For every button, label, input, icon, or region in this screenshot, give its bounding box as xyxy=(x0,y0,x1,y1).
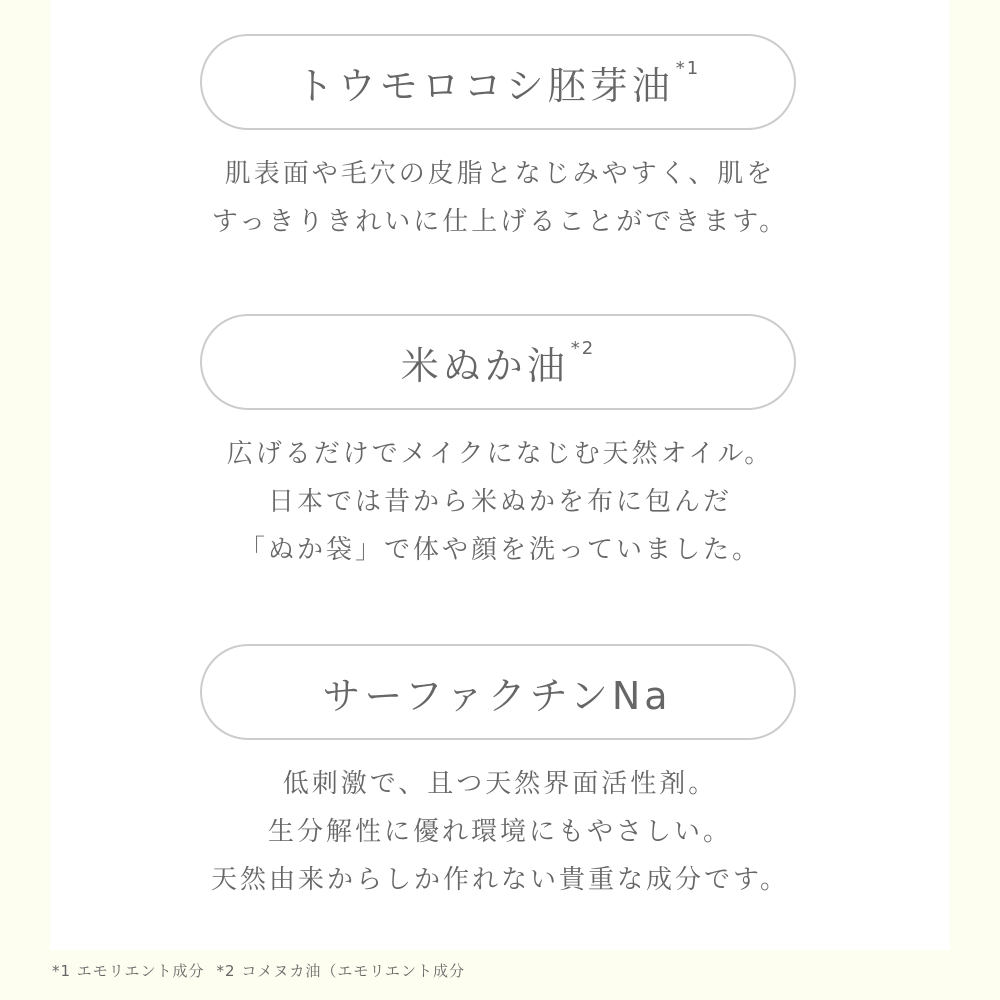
ingredient-2-name: 米ぬか油 xyxy=(400,343,569,388)
ingredient-2-description-line: 日本では昔から米ぬかを布に包んだ xyxy=(267,487,732,517)
ingredient-1-description-line: 肌表面や毛穴の皮脂となじみやすく、肌を xyxy=(224,159,776,189)
ingredient-2-title-pill xyxy=(200,314,796,410)
ingredient-3-description xyxy=(150,760,850,904)
footnote-2: *2 コメヌカ油（エモリエント成分 xyxy=(216,962,466,980)
ingredient-3-description-line: 天然由来からしか作れない貴重な成分です。 xyxy=(211,865,789,895)
ingredient-3-name: サーファクチンNa xyxy=(322,673,672,718)
ingredient-1-title-pill xyxy=(200,34,796,130)
ingredient-3-description-line: 低刺激で、且つ天然界面活性剤。 xyxy=(282,769,718,799)
footnote-1: *1 エモリエント成分 xyxy=(52,962,205,980)
ingredient-1-note: *1 xyxy=(675,57,701,79)
footnotes xyxy=(52,960,477,981)
ingredient-2-description-line: 「ぬか袋」で体や顔を洗っていました。 xyxy=(238,535,761,565)
ingredient-1-description xyxy=(150,150,850,246)
ingredient-3-description-line: 生分解性に優れ環境にもやさしい。 xyxy=(267,817,732,847)
ingredient-3-title-pill xyxy=(200,644,796,740)
ingredient-1-name: トウモロコシ胚芽油 xyxy=(295,63,674,108)
ingredient-2-description-line: 広げるだけでメイクになじむ天然オイル。 xyxy=(226,439,774,469)
ingredient-2-note: *2 xyxy=(570,337,596,359)
ingredient-1-description-line: すっきりきれいに仕上げることができます。 xyxy=(211,207,789,237)
ingredient-2-description xyxy=(150,430,850,574)
